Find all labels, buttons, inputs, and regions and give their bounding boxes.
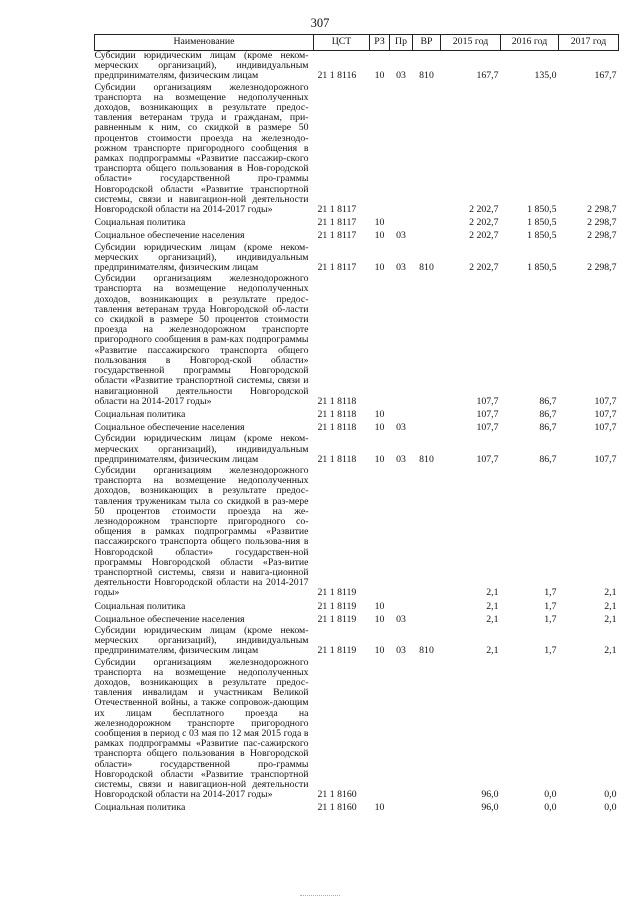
cell-y2016: 1,7 [544,587,557,599]
cell-y2015: 2 202,7 [469,230,499,242]
cell-y2015: 167,7 [476,70,499,82]
cell-cst: 21 1 8160 [317,802,357,814]
cell-rz: 10 [374,262,385,274]
column-header-pr: Пр [390,35,413,51]
cell-cst: 21 1 8119 [317,645,357,657]
column-header-rz: РЗ [370,35,390,51]
cell-y2015: 107,7 [476,453,499,465]
cell-vr: 810 [419,70,434,82]
cell-y2016: 86,7 [539,395,557,407]
cell-rz [370,466,390,600]
cell-y2017: 2 298,7 [587,230,617,242]
cell-y2015: 2,1 [486,613,499,625]
table-row [95,658,619,802]
cell-y2017: 2 298,7 [587,217,617,229]
cell-pr [390,600,413,613]
table-row [95,626,619,658]
cell-y2017: 2 298,7 [587,204,617,216]
page-bottom-mark [300,895,340,897]
cell-cst: 21 1 8118 [317,422,357,434]
cell-y2015: 96,0 [481,802,499,814]
cell-name: Субсидии юридическим лицам (кроме неком-мерческих организаций), индивидуальным предпринимателям, физическим лицам [94,624,309,657]
cell-name: Субсидии организациям железнодорожного транспорта на возмещение недополученных доходов, возникающих в результате предос-тавления ветеранам труда Новгородской об-ласти со скидкой в размере 50 процентов стоимости проезда на железнодорожном транспорте пригородного сообщения в рам-ках подпрограммы «Развитие пассажирского транспорта общего пользования в Новгород-ской области» государственной программы Новгородской области «Развитие транспортной системы, связи и навигационной деятельности Новгородской области на 2014-2017 годы» [94,273,309,407]
table-row [95,274,619,408]
cell-y2016: 0,0 [544,802,557,814]
cell-cst: 21 1 8117 [317,262,357,274]
cell-vr [413,658,441,802]
cell-y2017: 107,7 [594,395,617,407]
column-header-name: Наименование [95,35,314,51]
table-body [95,51,619,815]
cell-y2015: 2,1 [486,645,499,657]
cell-pr: 03 [396,422,406,434]
cell-rz: 10 [374,645,385,657]
table-row [95,216,619,229]
cell-name: Социальное обеспечение населения [94,230,245,242]
column-header-vr: ВР [413,35,441,51]
cell-y2016: 1 850,5 [527,230,557,242]
cell-y2017: 107,7 [594,422,617,434]
cell-pr: 03 [396,645,406,657]
column-header-2016: 2016 год [501,35,559,51]
cell-vr [413,216,441,229]
budget-table [94,34,619,815]
cell-rz: 10 [374,453,385,465]
cell-cst: 21 1 8116 [317,70,357,82]
cell-y2017: 2,1 [604,587,617,599]
table-row [95,51,619,83]
cell-vr [413,83,441,217]
cell-y2015: 96,0 [481,789,499,801]
page-number: 307 [310,16,330,30]
cell-vr: 810 [419,262,434,274]
cell-rz [370,658,390,802]
cell-name: Социальная политика [94,802,186,814]
cell-pr: 03 [396,453,406,465]
table-row [95,229,619,242]
cell-cst: 21 1 8118 [317,395,357,407]
table-header-row [95,35,619,51]
cell-pr [390,658,413,802]
cell-y2016: 86,7 [539,422,557,434]
cell-vr [413,600,441,613]
cell-name: Субсидии организациям железнодорожного транспорта на возмещение недополученных доходов, возникающих в результате предос-тавления труженикам тыла со скидкой в раз-мере 50 процентов стоимости проезда на же-лезнодорожном транспорте пригородного со-общения в рамках подпрограммы «Развитие пассажирского транспорта общего пользова-ния в Новгородской области» государствен-ной программы Новгородской области «Раз-витие транспортной системы, связи и навига-ционной деятельности Новгородской области на 2014-2017 годы» [94,464,309,599]
column-header-2015: 2015 год [441,35,501,51]
cell-y2016: 1 850,5 [527,204,557,216]
cell-rz: 10 [374,802,385,814]
cell-rz: 10 [374,613,385,625]
cell-pr [390,801,413,814]
cell-vr [413,408,441,421]
cell-name: Субсидии юридическим лицам (кроме неком-мерческих организаций), индивидуальным предпринимателям, физическим лицам [94,50,309,82]
cell-y2016: 1,7 [544,613,557,625]
cell-name: Социальное обеспечение населения [94,422,245,434]
table-row [95,83,619,217]
cell-pr [390,408,413,421]
cell-y2016: 1,7 [544,645,557,657]
cell-pr [390,274,413,408]
cell-y2015: 107,7 [476,408,499,420]
cell-rz: 10 [374,217,385,229]
cell-cst: 21 1 8117 [317,204,357,216]
cell-y2017: 2,1 [604,613,617,625]
table-row [95,801,619,814]
column-header-cst: ЦСТ [314,35,370,51]
cell-name: Социальное обеспечение населения [94,613,245,625]
cell-cst: 21 1 8119 [317,613,357,625]
cell-pr [390,216,413,229]
cell-cst: 21 1 8118 [317,408,357,420]
cell-vr: 810 [419,645,434,657]
cell-y2017: 0,0 [604,802,617,814]
cell-rz: 10 [374,70,385,82]
cell-cst: 21 1 8119 [317,587,357,599]
cell-name: Социальная политика [94,408,186,420]
cell-vr [413,613,441,626]
cell-y2016: 1 850,5 [527,262,557,274]
cell-y2016: 135,0 [534,70,557,82]
cell-cst: 21 1 8117 [317,217,357,229]
cell-pr: 03 [396,70,406,82]
cell-y2015: 2,1 [486,600,499,612]
cell-name: Субсидии юридическим лицам (кроме неком-мерческих организаций), индивидуальным предпринимателям, физическим лицам [94,433,309,465]
cell-y2017: 107,7 [594,453,617,465]
cell-rz: 10 [374,422,385,434]
cell-y2016: 86,7 [539,408,557,420]
cell-pr [390,83,413,217]
cell-pr: 03 [396,262,406,274]
cell-vr [413,466,441,600]
cell-vr [413,421,441,434]
table-row [95,408,619,421]
cell-vr [413,274,441,408]
table-row [95,243,619,275]
column-header-2017: 2017 год [559,35,619,51]
cell-y2017: 2,1 [604,645,617,657]
cell-vr [413,801,441,814]
table-row [95,434,619,466]
cell-pr: 03 [396,230,406,242]
cell-cst: 21 1 8117 [317,230,357,242]
cell-rz: 10 [374,408,385,420]
cell-name: Социальная политика [94,217,186,229]
cell-y2015: 2 202,7 [469,262,499,274]
cell-y2017: 107,7 [594,408,617,420]
cell-name: Субсидии организациям железнодорожного транспорта на возмещение недополученных доходов, возникающих в результате предос-тавления ветеранам труда и гражданам, при-равненным к ним, со скидкой в размере 50 процентов стоимости проезда на железнодо-рожном транспорте пригородного сообщения в рамках подпрограммы «Развитие пассажир-ского транспорта общего пользования в Нов-городской области» государственной про-граммы Новгородской области «Развитие транспортной системы, связи и навигацион-ной деятельности Новгородской области на 2014-2017 годы» [94,81,309,216]
cell-y2015: 107,7 [476,395,499,407]
cell-cst: 21 1 8119 [317,600,357,612]
table-row [95,600,619,613]
cell-pr: 03 [396,613,406,625]
cell-name: Социальная политика [94,600,186,612]
cell-y2017: 167,7 [594,70,617,82]
table-row [95,613,619,626]
cell-y2016: 1,7 [544,600,557,612]
cell-cst: 21 1 8160 [317,789,357,801]
cell-y2016: 1 850,5 [527,217,557,229]
cell-vr: 810 [419,453,434,465]
cell-rz: 10 [374,230,385,242]
cell-y2016: 86,7 [539,453,557,465]
cell-rz [370,274,390,408]
table-row [95,466,619,600]
cell-vr [413,229,441,242]
cell-y2015: 2,1 [486,587,499,599]
cell-name: Субсидии организациям железнодорожного транспорта на возмещение недополученных доходов, возникающих в результате предос-тавления инвалидам и участникам Великой Отечественной войны, а также сопровож-дающим их лицам бесплатного проезда на железнодорожном транспорте пригородного сообщения в период с 03 мая по 12 мая 2015 года в рамках подпрограммы «Развитие пас-сажирского транспорта общего пользования в Новгородской области» государственной про-граммы Новгородской области «Развитие транспортной системы, связи и навигацион-ной деятельности Новгородской области на 2014-2017 годы» [94,656,309,801]
cell-name: Субсидии юридическим лицам (кроме неком-мерческих организаций), индивидуальным предпринимателям, физическим лицам [94,241,309,274]
cell-cst: 21 1 8118 [317,453,357,465]
cell-rz: 10 [374,600,385,612]
cell-y2015: 2 202,7 [469,217,499,229]
cell-rz [370,83,390,217]
cell-y2015: 2 202,7 [469,204,499,216]
cell-y2016: 0,0 [544,789,557,801]
cell-y2017: 0,0 [604,789,617,801]
cell-y2017: 2 298,7 [587,262,617,274]
cell-y2017: 2,1 [604,600,617,612]
cell-pr [390,466,413,600]
cell-y2015: 107,7 [476,422,499,434]
